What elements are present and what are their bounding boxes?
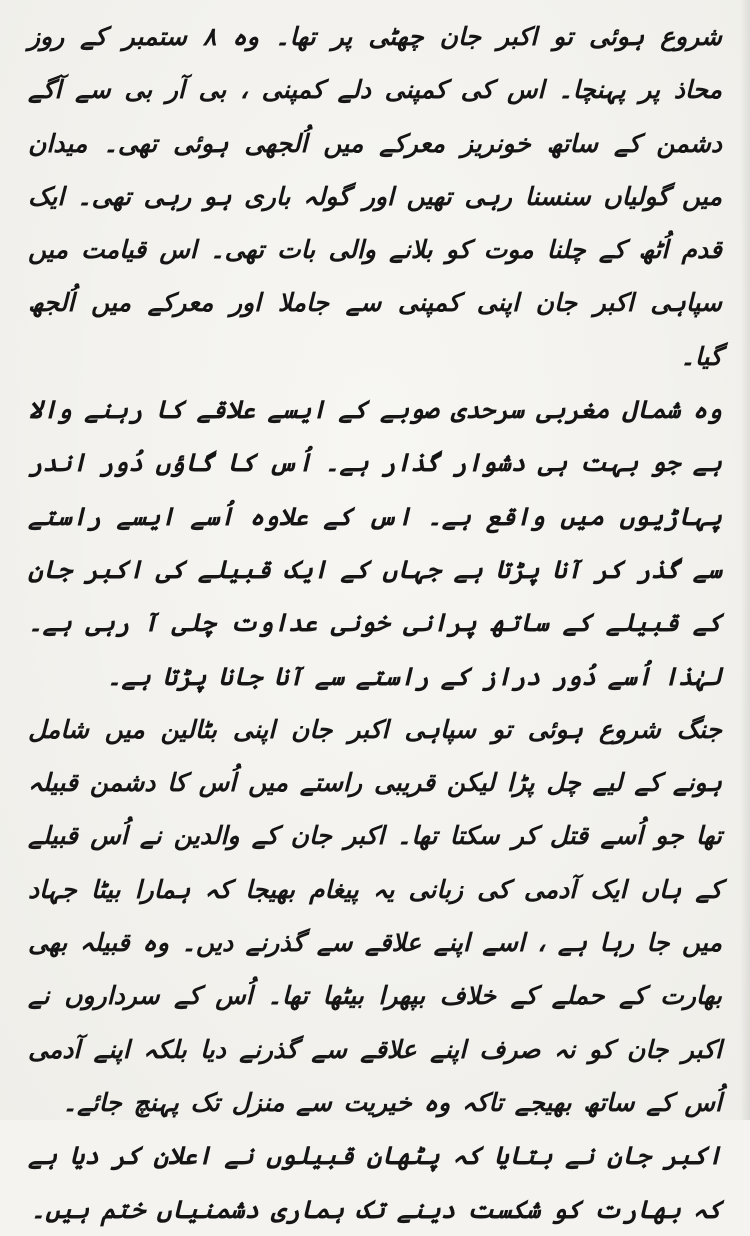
page-edge-shadow	[740, 0, 750, 1120]
paragraph-4: اکبر جان نے بتایا کہ پٹھان قبیلوں نے اعلان کر دیا ہے کہ بھارت کو شکست دینے تک ہماری دشمنیاں ختم ہیں۔	[28, 1141, 722, 1224]
page-body-text	[28, 10, 722, 1236]
paragraph-1: شروع ہوئی تو اکبر جان چھٹی پر تھا۔ وہ ۸ ستمبر کے روز محاذ پر پہنچا۔ اس کی کمپنی دلے کمپنی ، بی آر بی سے آگے دشمن کے ساتھ خونریز معرکے میں اُلجھی ہوئی تھی۔ میدان میں گولیاں سنسنا رہی تھیں اور گولہ باری ہو رہی تھی۔ ایک قدم اُٹھ کے چلنا موت کو بلانے والی بات تھی۔ اس قیامت میں سپاہی اکبر جان اپنی کمپنی سے جاملا اور معرکے میں اُلجھ گیا۔	[28, 22, 722, 371]
paragraph-2: وہ شمال مغربی سرحدی صوبے کے ایسے علاقے کا رہنے والا ہے جو بہت ہی دشوار گذار ہے۔ اُس کا گاؤں دُور اندر پہاڑیوں میں واقع ہے۔ اس کے علاوہ اُسے ایسے راستے سے گذر کر آنا پڑتا ہے جہاں کے ایک قبیلے کی اکبر جان کے قبیلے کے ساتھ پرانی خونی عداوت چلی آ رہی ہے۔ لہٰذا اُسے دُور دراز کے راستے سے آنا جانا پڑتا ہے۔	[28, 395, 722, 691]
paragraph-3: جنگ شروع ہوئی تو سپاہی اکبر جان اپنی بٹالین میں شامل ہونے کے لیے چل پڑا لیکن قریبی راستے میں اُس کا دشمن قبیلہ تھا جو اُسے قتل کر سکتا تھا۔ اکبر جان کے والدین نے اُس قبیلے کے ہاں ایک آدمی کی زبانی یہ پیغام بھیجا کہ ہمارا بیٹا جہاد میں جا رہا ہے ، اسے اپنے علاقے سے گذرنے دیں۔ وہ قبیلہ بھی بھارت کے حملے کے خلاف بپھرا بیٹھا تھا۔ اُس کے سرداروں نے اکبر جان کو نہ صرف اپنے علاقے سے گذرنے دیا بلکہ اپنے آدمی اُس کے ساتھ بھیجے تاکہ وہ خیریت سے منزل تک پہنچ جائے۔	[28, 714, 722, 1117]
